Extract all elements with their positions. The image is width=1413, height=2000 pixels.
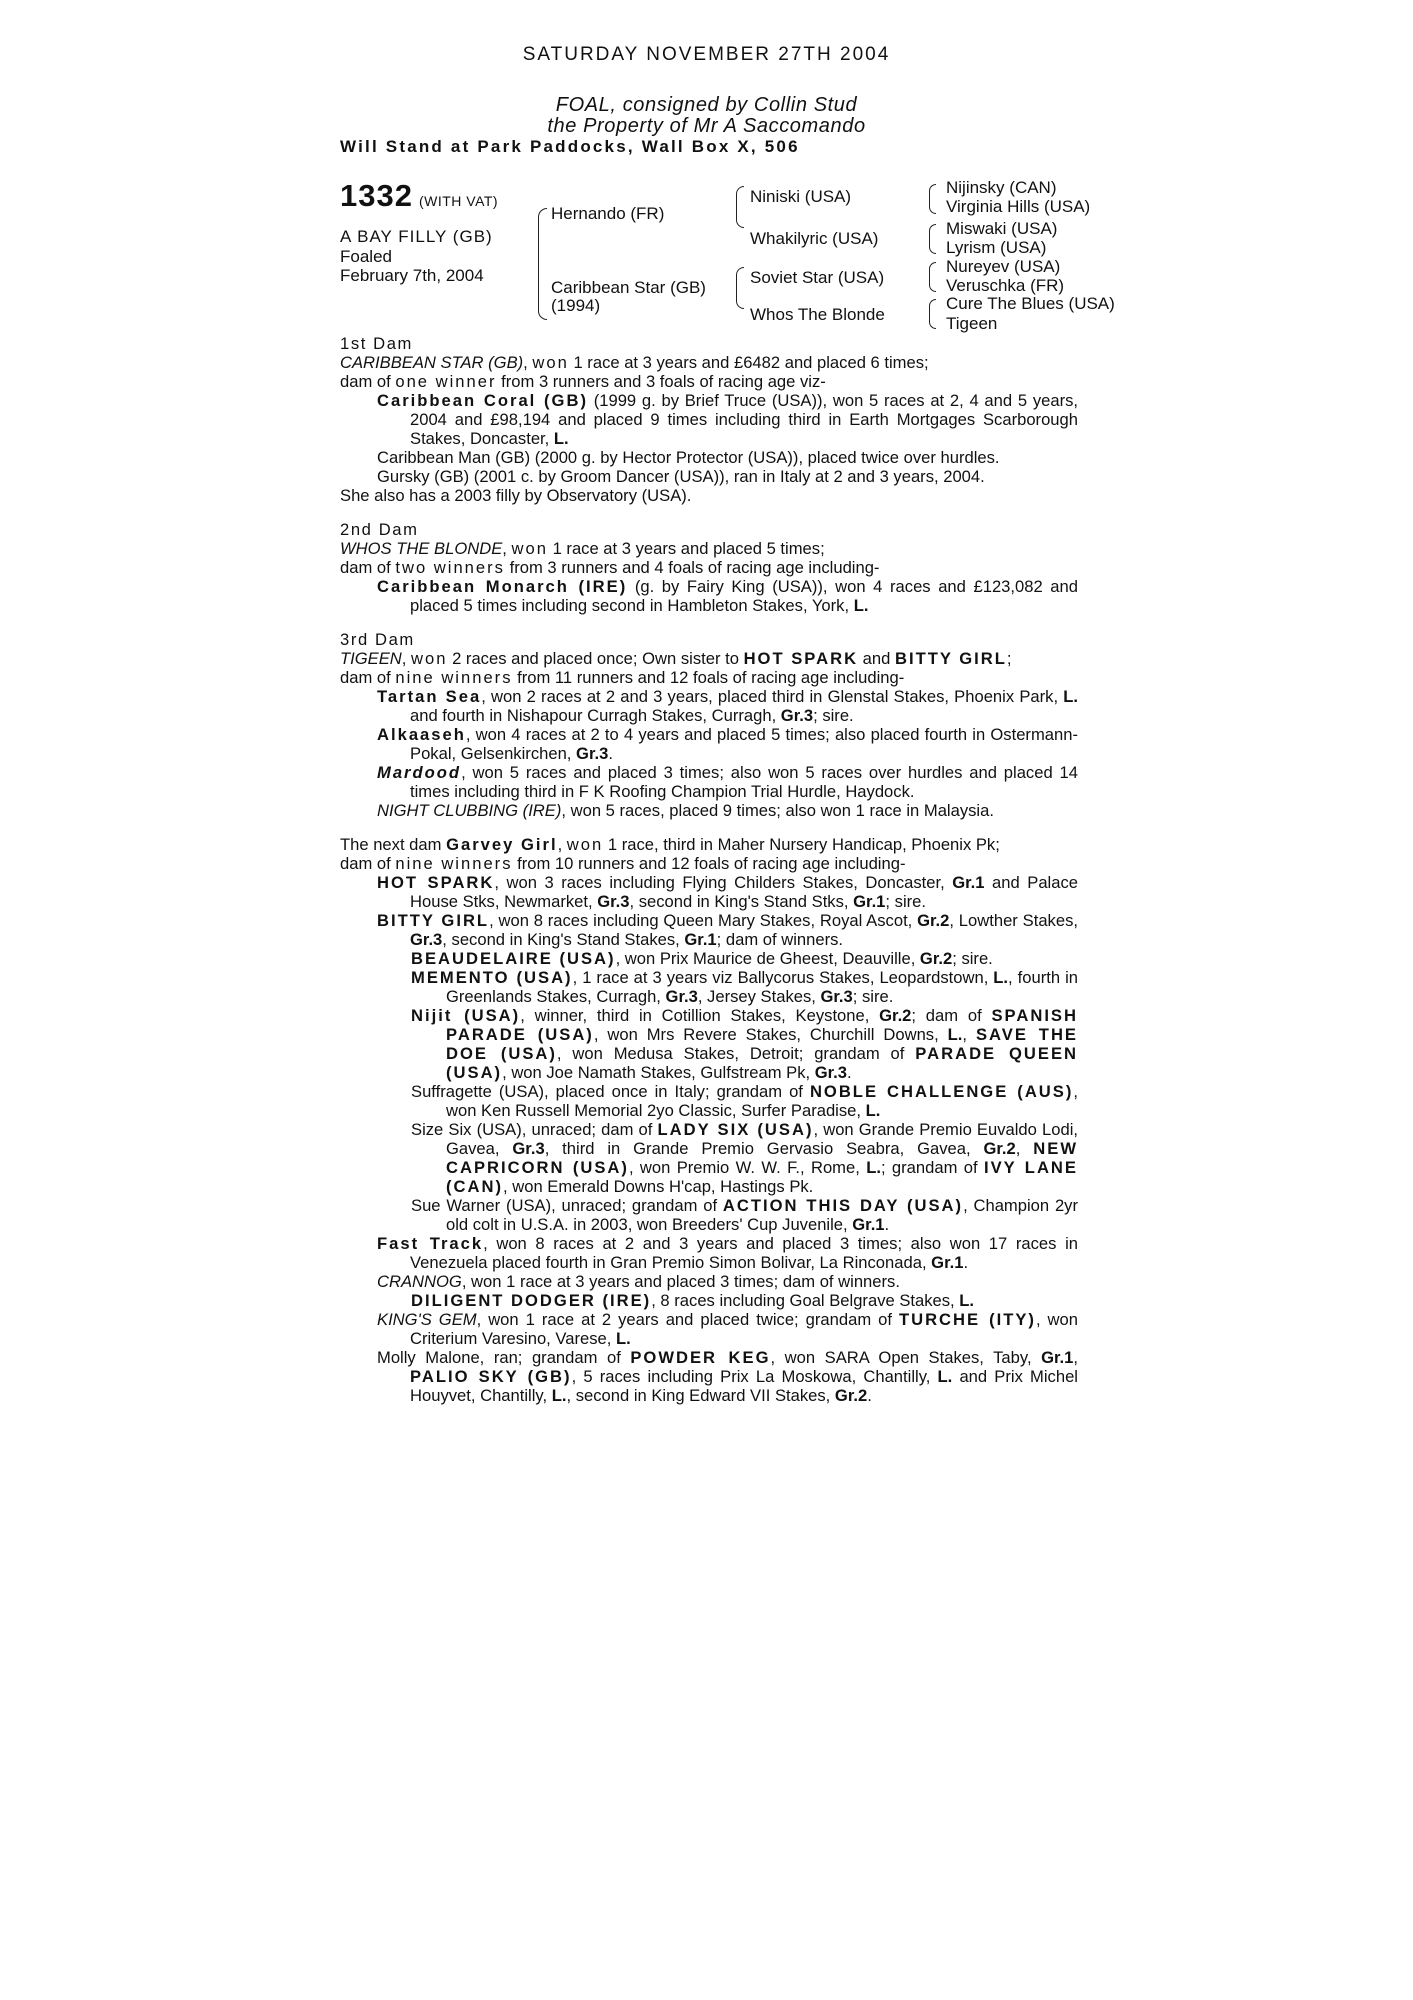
produce-entry: DILIGENT DODGER (IRE), 8 races including Goal Belgrave Stakes, L.	[411, 1291, 975, 1310]
produce-entry: She also has a 2003 filly by Observatory (USA).	[340, 486, 692, 505]
produce-entry: CRANNOG, won 1 race at 3 years and placed 3 times; dam of winners.	[377, 1272, 900, 1291]
lot-description: A BAY FILLY (GB)	[340, 227, 493, 246]
first-dam-record: CARIBBEAN STAR (GB), won 1 race at 3 years and £6482 and placed 6 times;	[340, 353, 929, 372]
dam-year: (1994)	[551, 296, 601, 315]
dds-name: Cure The Blues (USA)	[946, 294, 1115, 313]
next-dam-section	[340, 835, 1078, 1405]
second-dam-heading: 2nd Dam	[340, 520, 419, 539]
sds-name: Miswaki (USA)	[946, 219, 1058, 238]
lot-number: 1332	[340, 178, 413, 213]
produce-entry: HOT SPARK, won 3 races including Flying Childers Stakes, Doncaster, Gr.1 and Palace House Stks, Newmarket, Gr.3, second in King's Stand Stks, Gr.1; sire.	[377, 873, 1078, 911]
third-dam-record: TIGEEN, won 2 races and placed once; Own sister to HOT SPARK and BITTY GIRL;	[340, 649, 1012, 668]
sire-sire: Niniski (USA)	[750, 187, 852, 206]
foaled-date: February 7th, 2004	[340, 266, 484, 285]
sale-date: SATURDAY NOVEMBER 27TH 2004	[522, 44, 891, 65]
ddd-name: Tigeen	[946, 314, 998, 333]
produce-entry: Nijit (USA), winner, third in Cotillion Stakes, Keystone, Gr.2; dam of SPANISH PARADE (USA), won Mrs Revere Stakes, Churchill Downs, L., SAVE THE DOE (USA), won Medusa Stakes, Detroit; grandam of PARADE QUEEN (USA), won Joe Namath Stakes, Gulfstream Pk, Gr.3.	[411, 1006, 1079, 1082]
pedigree-brace	[929, 262, 936, 292]
third-dam-section	[340, 630, 1078, 820]
sire-dam: Whakilyric (USA)	[750, 229, 879, 248]
produce-entry: MEMENTO (USA), 1 race at 3 years viz Ballycorus Stakes, Leopardstown, L., fourth in Greenlands Stakes, Curragh, Gr.3, Jersey Stakes, Gr.3; sire.	[411, 968, 1078, 1006]
produce-entry: Alkaaseh, won 4 races at 2 to 4 years and placed 5 times; also placed fourth in Ostermann-Pokal, Gelsenkirchen, Gr.3.	[377, 725, 1078, 763]
owner-line: the Property of Mr A Saccomando	[547, 115, 866, 137]
lot-number-row	[340, 178, 498, 214]
produce-entry: Tartan Sea, won 2 races at 2 and 3 years, placed third in Glenstal Stakes, Phoenix Park, L. and fourth in Nishapour Curragh Stakes, Curragh, Gr.3; sire.	[377, 687, 1078, 725]
ssd-name: Virginia Hills (USA)	[946, 197, 1091, 216]
third-dam-produce: dam of nine winners from 11 runners and 12 foals of racing age including-	[340, 668, 905, 687]
first-dam-produce: dam of one winner from 3 runners and 3 foals of racing age viz-	[340, 372, 826, 391]
produce-entry: Caribbean Monarch (IRE) (g. by Fairy King (USA)), won 4 races and £123,082 and placed 5 times including second in Hambleton Stakes, York, L.	[377, 577, 1078, 615]
second-dam-record: WHOS THE BLONDE, won 1 race at 3 years and placed 5 times;	[340, 539, 825, 558]
produce-entry: KING'S GEM, won 1 race at 2 years and placed twice; grandam of TURCHE (ITY), won Criterium Varesino, Varese, L.	[377, 1310, 1078, 1348]
produce-entry: Gursky (GB) (2001 c. by Groom Dancer (USA)), ran in Italy at 2 and 3 years, 2004.	[377, 467, 985, 486]
dam-sire: Soviet Star (USA)	[750, 268, 885, 287]
pedigree-brace	[929, 299, 936, 329]
first-dam-section	[340, 334, 1078, 505]
produce-entry: BITTY GIRL, won 8 races including Queen Mary Stakes, Royal Ascot, Gr.2, Lowther Stakes, Gr.3, second in King's Stand Stakes, Gr.1; dam of winners.	[377, 911, 1078, 949]
produce-entry: Fast Track, won 8 races at 2 and 3 years and placed 3 times; also won 17 races in Venezuela placed fourth in Gran Premio Simon Bolivar, La Rinconada, Gr.1.	[377, 1234, 1078, 1272]
produce-entry: Caribbean Man (GB) (2000 g. by Hector Protector (USA)), placed twice over hurdles.	[377, 448, 1000, 467]
dam-dam: Whos The Blonde	[750, 305, 885, 324]
pedigree-brace	[736, 267, 744, 309]
produce-entry: Mardood, won 5 races and placed 3 times; also won 5 races over hurdles and placed 14 times including third in F K Roofing Champion Trial Hurdle, Haydock.	[377, 763, 1078, 801]
sire-name: Hernando (FR)	[551, 204, 665, 223]
dsd-name: Veruschka (FR)	[946, 276, 1065, 295]
pedigree-brace	[736, 186, 744, 228]
dam-name: Caribbean Star (GB)	[551, 278, 706, 297]
second-dam-produce: dam of two winners from 3 runners and 4 foals of racing age including-	[340, 558, 880, 577]
pedigree-table	[340, 178, 1140, 338]
produce-entry: Suffragette (USA), placed once in Italy; grandam of NOBLE CHALLENGE (AUS), won Ken Russell Memorial 2yo Classic, Surfer Paradise, L.	[411, 1082, 1079, 1120]
third-dam-heading: 3rd Dam	[340, 630, 415, 649]
foaled-label: Foaled	[340, 247, 392, 266]
dam-name: CARIBBEAN STAR (GB)	[340, 353, 524, 372]
consignor-line: FOAL, consigned by Collin Stud	[555, 94, 858, 116]
first-dam-heading: 1st Dam	[340, 334, 413, 353]
produce-entry: BEAUDELAIRE (USA), won Prix Maurice de Gheest, Deauville, Gr.2; sire.	[411, 949, 993, 968]
next-dam-record: The next dam Garvey Girl, won 1 race, third in Maher Nursery Handicap, Phoenix Pk;	[340, 835, 1000, 854]
dss-name: Nureyev (USA)	[946, 257, 1061, 276]
produce-entry: Size Six (USA), unraced; dam of LADY SIX (USA), won Grande Premio Euvaldo Lodi, Gavea, Gr.3, third in Grande Premio Gervasio Seabra, Gavea, Gr.2, NEW CAPRICORN (USA), won Premio W. W. F., Rome, L.; grandam of IVY LANE (CAN), won Emerald Downs H'cap, Hastings Pk.	[411, 1120, 1078, 1196]
pedigree-brace	[929, 224, 936, 254]
produce-entry: Sue Warner (USA), unraced; grandam of ACTION THIS DAY (USA), Champion 2yr old colt in U.S.A. in 2003, won Breeders' Cup Juvenile, Gr.1.	[411, 1196, 1078, 1234]
vat-note: (WITH VAT)	[418, 193, 499, 209]
produce-entry: NIGHT CLUBBING (IRE), won 5 races, placed 9 times; also won 1 race in Malaysia.	[377, 801, 994, 820]
sss-name: Nijinsky (CAN)	[946, 178, 1057, 197]
next-dam-produce: dam of nine winners from 10 runners and 12 foals of racing age including-	[340, 854, 906, 873]
produce-record	[340, 334, 1078, 1405]
produce-entry: Caribbean Coral (GB) (1999 g. by Brief Truce (USA)), won 5 races at 2, 4 and 5 years, 2004 and £98,194 and placed 9 times including third in Earth Mortgages Scarborough Stakes, Doncaster, L.	[377, 391, 1078, 448]
stand-location: Will Stand at Park Paddocks, Wall Box X, 506	[340, 137, 800, 156]
produce-entry: Molly Malone, ran; grandam of POWDER KEG, won SARA Open Stakes, Taby, Gr.1, PALIO SKY (GB), 5 races including Prix La Moskowa, Chantilly, L. and Prix Michel Houyvet, Chantilly, L., second in King Edward VII Stakes, Gr.2.	[377, 1348, 1079, 1405]
second-dam-section	[340, 520, 1078, 615]
sdd-name: Lyrism (USA)	[946, 238, 1047, 257]
pedigree-brace	[538, 208, 547, 320]
pedigree-brace	[929, 184, 936, 214]
